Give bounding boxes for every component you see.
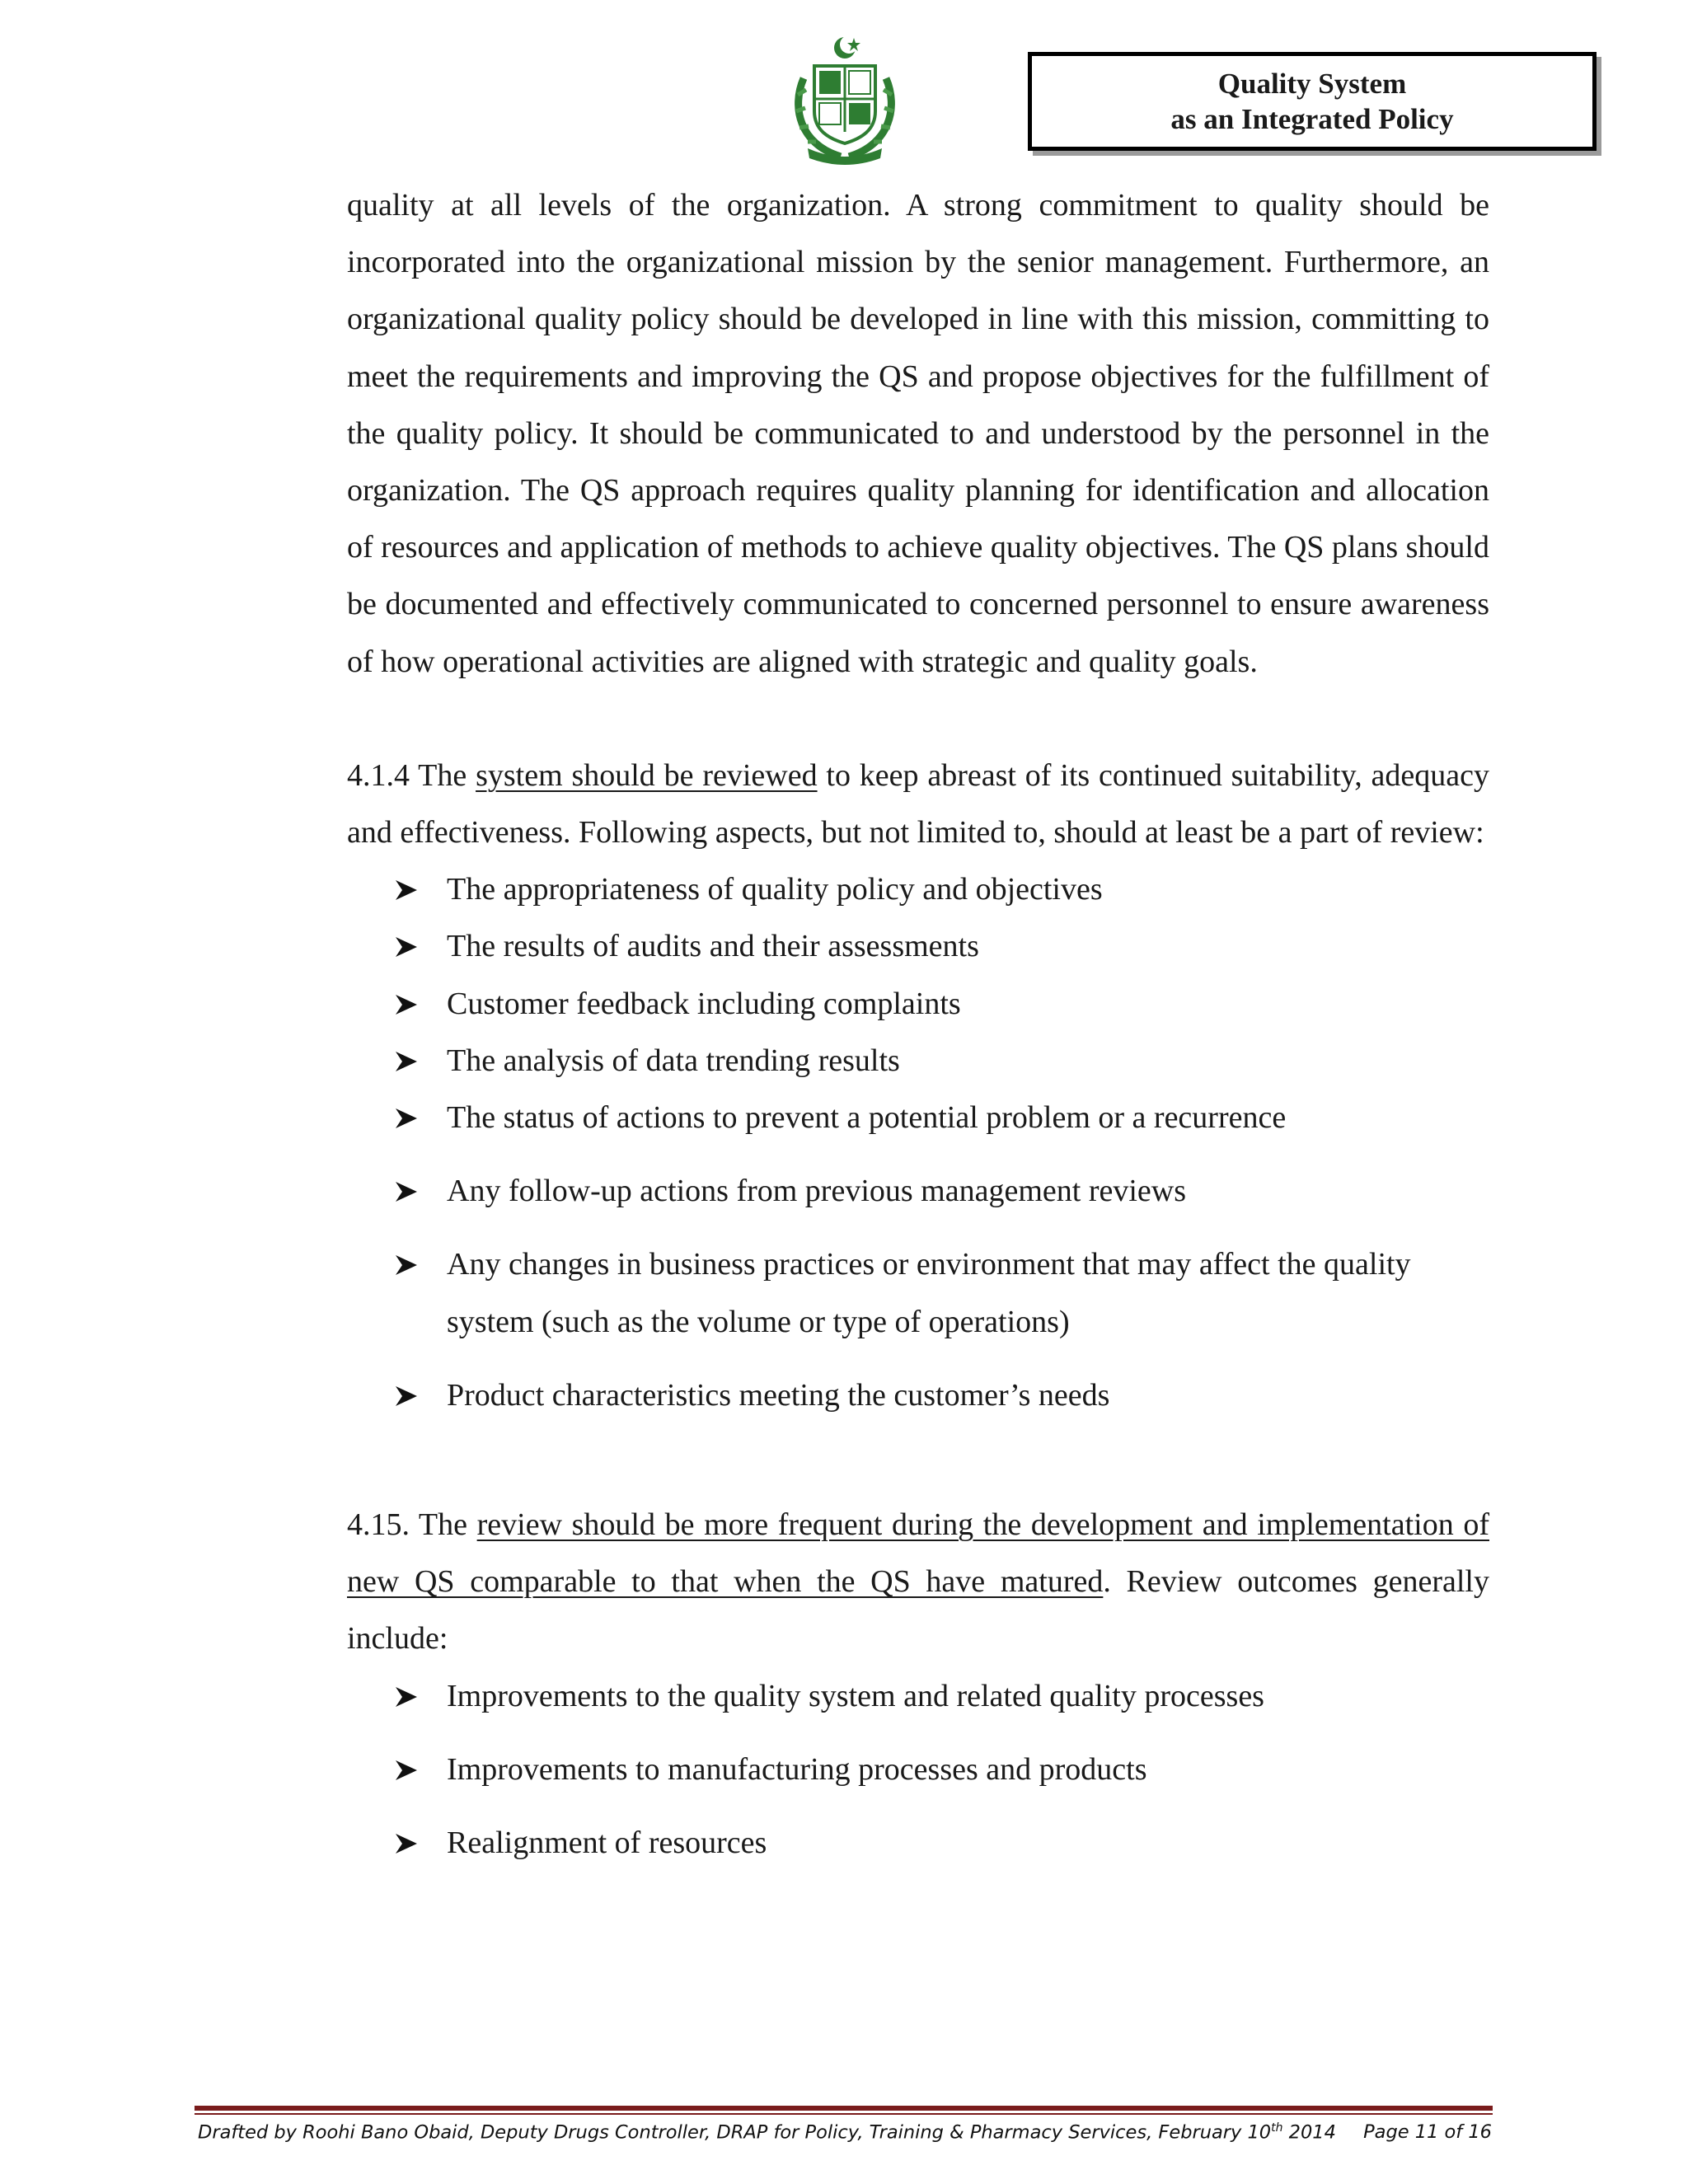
list-item: The results of audits and their assessments (447, 918, 1489, 975)
arrow-bullet-icon (395, 879, 418, 901)
section-4-15-rest: . Review outcomes generally include: (347, 1564, 1489, 1657)
page-number: Page 11 of 16 (1363, 2121, 1492, 2143)
section-4-15-paragraph (347, 1497, 1489, 1668)
list-item: Any follow-up actions from previous management reviews (447, 1163, 1489, 1220)
arrow-bullet-icon (395, 1108, 418, 1129)
section-4-1-4-rest: to keep abreast of its continued suitability, adequacy and effectiveness. Following aspects, but not limited to, should at least be a part of review: (347, 757, 1489, 851)
section-4-1-4-underlined: system should be reviewed (476, 757, 818, 793)
review-aspects-list (347, 861, 1489, 1424)
state-emblem-icon (783, 33, 907, 169)
list-item: The appropriateness of quality policy and objectives (447, 861, 1489, 918)
list-item: Realignment of resources (447, 1815, 1489, 1872)
section-4-1-4-lead: 4.1.4 The (347, 757, 476, 793)
arrow-bullet-icon (395, 1760, 418, 1781)
list-item: Improvements to the quality system and related quality processes (447, 1668, 1489, 1725)
page-footer (198, 2121, 1492, 2144)
list-item: Any changes in business practices or environment that may affect the quality system (such as the volume or type of operations) (447, 1236, 1489, 1350)
list-item: Customer feedback including complaints (447, 976, 1489, 1033)
section-4-1-4-paragraph (347, 748, 1489, 861)
arrow-bullet-icon (395, 1385, 418, 1407)
arrow-bullet-icon (395, 1051, 418, 1072)
section-4-15-underlined: review should be more frequent during the development and implementation of new QS comparable to that when the QS have matured (347, 1507, 1489, 1600)
section-4-15-lead: 4.15. The (347, 1507, 477, 1543)
review-outcomes-list (347, 1668, 1489, 1872)
footer-rule (195, 2106, 1493, 2111)
list-item: The analysis of data trending results (447, 1033, 1489, 1090)
list-item: The status of actions to prevent a potential problem or a recurrence (447, 1090, 1489, 1146)
page-body (347, 177, 1489, 1872)
footer-rule-thin (195, 2113, 1493, 2115)
arrow-bullet-icon (395, 936, 418, 958)
arrow-bullet-icon (395, 994, 418, 1015)
title-line-2: as an Integrated Policy (1170, 103, 1454, 135)
list-item: Improvements to manufacturing processes and products (447, 1741, 1489, 1798)
title-line-1: Quality System (1217, 68, 1407, 100)
paragraph-quality-commitment: quality at all levels of the organization. A strong commitment to quality should be incorporated into the organizational mission by the senior management. Furthermore, an organizational quality policy should be developed in line with this mission, committing to meet the requirements and improving the QS and propose objectives for the fulfillment of the quality policy. It should be communicated to and understood by the personnel in the organization. The QS approach requires quality planning for identification and allocation of resources and application of methods to achieve quality objectives. The QS plans should be documented and effectively communicated to concerned personnel to ensure awareness of how operational activities are aligned with strategic and quality goals. (347, 188, 1489, 679)
footer-drafted-by: Drafted by Roohi Bano Obaid, Deputy Drugs Controller, DRAP for Policy, Training & Pharmacy Services, February 10th 2014 (198, 2121, 1336, 2144)
arrow-bullet-icon (395, 1686, 418, 1708)
list-item: Product characteristics meeting the customer’s needs (447, 1367, 1489, 1424)
arrow-bullet-icon (395, 1181, 418, 1202)
arrow-bullet-icon (395, 1833, 418, 1854)
arrow-bullet-icon (395, 1254, 418, 1276)
document-title-box (1028, 52, 1597, 151)
